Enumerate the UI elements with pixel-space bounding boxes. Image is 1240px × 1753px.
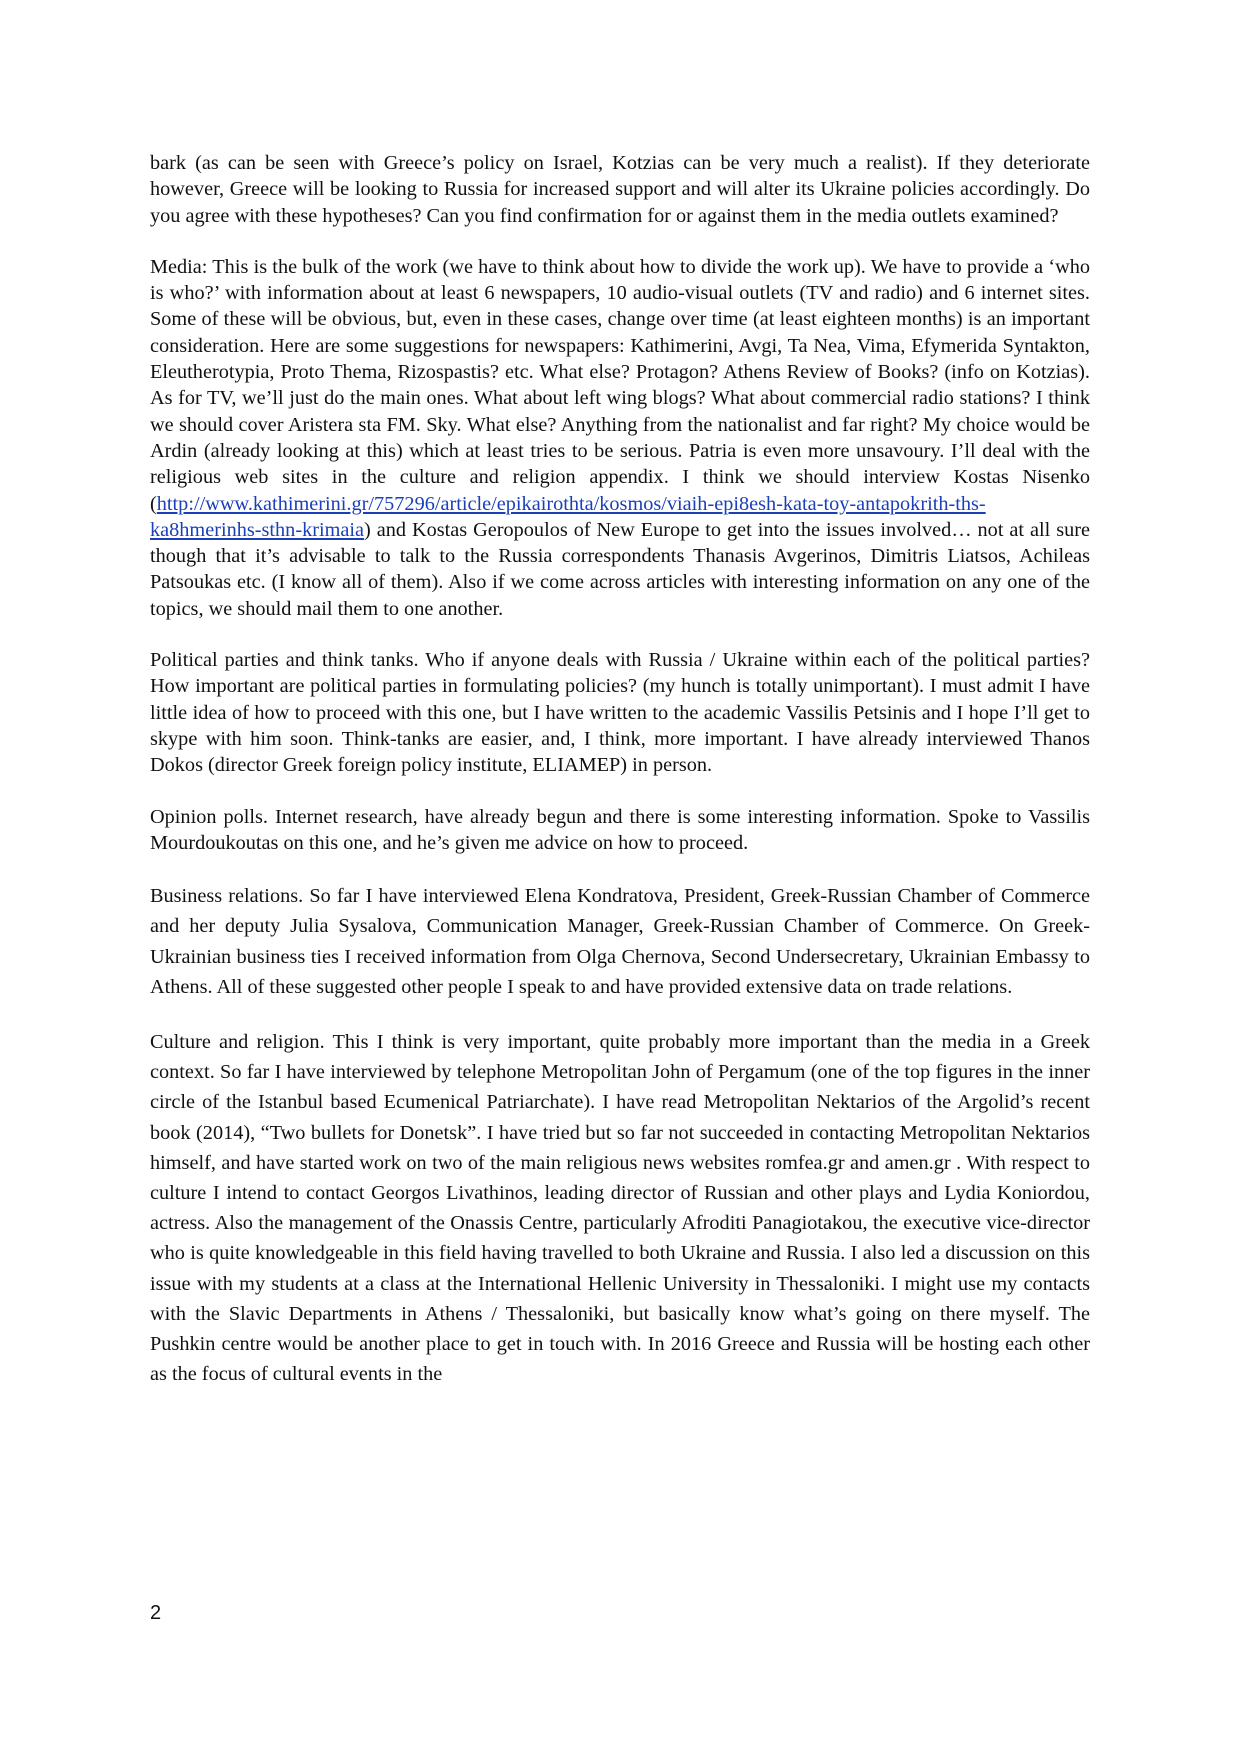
- paragraph-hypotheses: bark (as can be seen with Greece’s policy on Israel, Kotzias can be very much a realist). If they deteriorate however, Greece will be looking to Russia for increased support and will alter its Ukraine policies accordingly. Do you agree with these hypotheses? Can you find confirmation for or against them in the media outlets examined?: [150, 152, 1090, 227]
- kathimerini-article-link[interactable]: http://www.kathimerini.gr/757296/article/epikairothta/kosmos/viaih-epi8esh-kata-toy-antapokrith-ths-ka8hmerinhs-sthn-krimaia: [150, 492, 986, 541]
- media-text-after-link: ) and Kostas Geropoulos of New Europe to get into the issues involved… not at all sure though that it’s advisable to talk to the Russia correspondents Thanasis Avgerinos, Dimitris Liatsos, Achileas Patsoukas etc. (I know all of them). Also if we come across articles with interesting information on any one of the topics, we should mail them to one another.: [150, 518, 1090, 620]
- paragraph-opinion-polls: Opinion polls. Internet research, have already begun and there is some interesting information. Spoke to Vassilis Mourdoukoutas on this one, and he’s given me advice on how to proceed.: [150, 805, 1090, 854]
- media-text-before-link: Media: This is the bulk of the work (we have to think about how to divide the work up). We have to provide a ‘who is who?’ with information about at least 6 newspapers, 10 audio-visual outlets (TV and radio) and 6 internet sites. Some of these will be obvious, but, even in these cases, change over time (at least eighteen months) is an important consideration. Here are some suggestions for newspapers: Kathimerini, Avgi, Ta Nea, Vima, Efymerida Syntakton, Eleutherotypia, Proto Thema, Rizospastis? etc. What else? Protagon? Athens Review of Books? (info on Kotzias). As for TV, we’ll just do the main ones. What about left wing blogs? What about commercial radio stations? I think we should cover Aristera sta FM. Sky. What else? Anything from the nationalist and far right? My choice would be Ardin (already looking at this) which at least tries to be serious. Patria is even more unsavoury. I’ll deal with the religious web sites in the culture and religion appendix. I think we should interview Kostas Nisenko (: [150, 255, 1090, 515]
- paragraph-business-relations: Business relations. So far I have interviewed Elena Kondratova, President, Greek-Russian Chamber of Commerce and her deputy Julia Sysalova, Communication Manager, Greek-Russian Chamber of Commerce. On Greek-Ukrainian business ties I received information from Olga Chernova, Second Undersecretary, Ukrainian Embassy to Athens. All of these suggested other people I speak to and have provided extensive data on trade relations.: [150, 885, 1090, 998]
- page-number: 2: [150, 1602, 162, 1624]
- paragraph-culture-religion: Culture and religion. This I think is very important, quite probably more important than the media in a Greek context. So far I have interviewed by telephone Metropolitan John of Pergamum (one of the top figures in the inner circle of the Istanbul based Ecumenical Patriarchate). I have read Metropolitan Nektarios of the Argolid’s recent book (2014), “Two bullets for Donetsk”. I have tried but so far not succeeded in contacting Metropolitan Nektarios himself, and have started work on two of the main religious news websites romfea.gr and amen.gr . With respect to culture I intend to contact Georgos Livathinos, leading director of Russian and other plays and Lydia Koniordou, actress. Also the management of the Onassis Centre, particularly Afroditi Panagiotakou, the executive vice-director who is quite knowledgeable in this field having travelled to both Ukraine and Russia. I also led a discussion on this issue with my students at a class at the International Hellenic University in Thessaloniki. I might use my contacts with the Slavic Departments in Athens / Thessaloniki, but basically know what’s going on there myself. The Pushkin centre would be another place to get in touch with. In 2016 Greece and Russia will be hosting each other as the focus of cultural events in the: [150, 1030, 1090, 1386]
- paragraph-political-parties: Political parties and think tanks. Who if anyone deals with Russia / Ukraine within each of the political parties? How important are political parties in formulating policies? (my hunch is totally unimportant). I must admit I have little idea of how to proceed with this one, but I have written to the academic Vassilis Petsinis and I hope I’ll get to skype with him soon. Think-tanks are easier, and, I think, more important. I have already interviewed Thanos Dokos (director Greek foreign policy institute, ELIAMEP) in person.: [150, 649, 1090, 777]
- paragraph-media: [150, 254, 1090, 622]
- document-body: [150, 150, 1090, 1414]
